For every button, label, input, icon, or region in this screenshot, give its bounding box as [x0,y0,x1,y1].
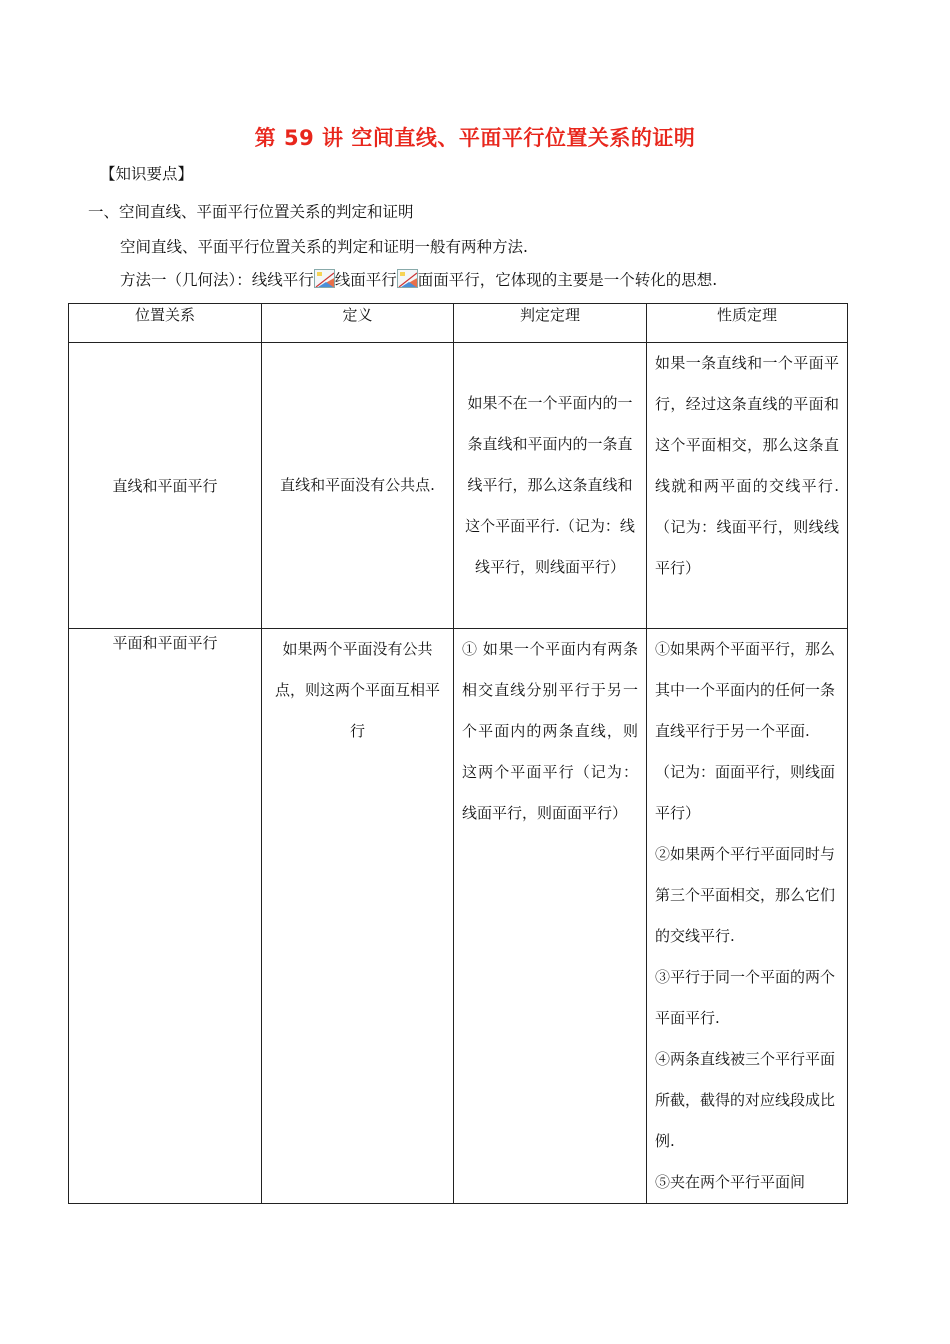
paragraph-1: 空间直线、平面平行位置关系的判定和证明一般有两种方法. [120,238,528,256]
table-header-row [69,304,848,343]
definition-plane-plane: 如果两个平面没有公共点，则这两个平面互相平行 [262,629,454,1204]
relation-line-plane: 直线和平面平行 [69,343,262,629]
table-row [69,629,848,1204]
property-item-2: ②如果两个平行平面同时与第三个平面相交，那么它们的交线平行. [655,845,836,945]
property-item-3: ③平行于同一个平面的两个平面平行. [655,968,836,1027]
arrow-image-icon [397,269,418,288]
relation-plane-plane: 平面和平面平行 [69,629,262,1204]
heading-1: 一、空间直线、平面平行位置关系的判定和证明 [88,203,414,221]
section-label: 【知识要点】 [100,165,194,183]
criterion-line-plane: 如果不在一个平面内的一条直线和平面内的一条直线平行，那么这条直线和这个平面平行.（记为：线线平行，则线面平行） [454,343,647,629]
relations-table [68,303,848,1204]
method-1-prefix: 方法一（几何法）：线线平行 [120,271,314,289]
header-relation: 位置关系 [69,304,262,343]
header-criterion: 判定定理 [454,304,647,343]
table-row [69,343,848,629]
page-title: 第 59 讲 空间直线、平面平行位置关系的证明 [254,126,696,150]
property-item-1: ①如果两个平面平行，那么其中一个平面内的任何一条直线平行于另一个平面.（记为：面面平行，则线面平行） [655,640,836,822]
header-definition: 定义 [262,304,454,343]
definition-line-plane: 直线和平面没有公共点. [262,343,454,629]
method-1-suffix: 面面平行，它体现的主要是一个转化的思想. [417,271,718,289]
criterion-plane-plane: ① 如果一个平面内有两条相交直线分别平行于另一个平面内的两条直线，则这两个平面平行（记为：线面平行，则面面平行） [454,629,647,1204]
method-1-middle: 线面平行 [334,271,397,289]
property-line-plane: 如果一条直线和一个平面平行，经过这条直线的平面和这个平面相交，那么这条直线就和两平面的交线平行.（记为：线面平行，则线线平行） [647,343,848,629]
header-property: 性质定理 [647,304,848,343]
method-1-line [120,268,717,290]
property-item-5: ⑤夹在两个平行平面间 [655,1173,806,1191]
property-item-4: ④两条直线被三个平行平面所截，截得的对应线段成比例. [655,1050,836,1150]
property-plane-plane [647,629,848,1204]
arrow-image-icon [314,269,335,288]
